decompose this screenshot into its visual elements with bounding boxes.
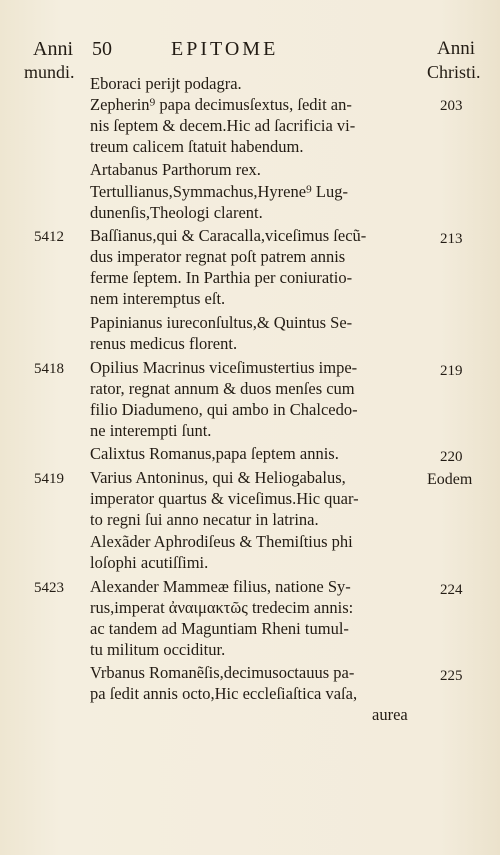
text-line: ac tandem ad Maguntiam Rheni tumul- bbox=[90, 619, 349, 638]
header-anni-right: Anni bbox=[437, 38, 475, 59]
text-line: Alexander Mammeæ filius, natione Sy- bbox=[90, 577, 351, 596]
text-line: rator, regnat annum & duos menſes cum bbox=[90, 379, 355, 398]
page-number: 50 bbox=[92, 38, 112, 60]
header-christi: Christi. bbox=[427, 62, 481, 82]
text-line: tu militum occiditur. bbox=[90, 640, 226, 659]
text-line: to regni ſui anno necatur in latrina. bbox=[90, 510, 319, 529]
catchword: aurea bbox=[372, 705, 408, 724]
anno-christi-year: 219 bbox=[440, 363, 463, 379]
anno-mundi-year: 5423 bbox=[34, 580, 64, 596]
header-anni-left: Anni bbox=[33, 38, 73, 60]
running-title: EPITOME bbox=[171, 38, 279, 60]
anno-mundi-year: 5418 bbox=[34, 361, 64, 377]
text-line: Calixtus Romanus,papa ſeptem annis. bbox=[90, 444, 339, 463]
anno-mundi-year: 5412 bbox=[34, 229, 64, 245]
text-line: dunenſis,Theologi clarent. bbox=[90, 203, 263, 222]
header-mundi: mundi. bbox=[24, 62, 75, 82]
anno-mundi-year: 5419 bbox=[34, 471, 64, 487]
text-line: dus imperator regnat poſt patrem annis bbox=[90, 247, 346, 266]
text-line: treum calicem ſtatuit habendum. bbox=[90, 137, 304, 156]
text-line: Zepherin⁹ papa decimusſextus, ſedit an- bbox=[90, 95, 352, 114]
text-line: nis ſeptem & decem.Hic ad ſacrificia vi- bbox=[90, 116, 356, 135]
anno-christi-year: 213 bbox=[440, 231, 463, 247]
text-line: Vrbanus Romanẽſis,decimusoctauus pa- bbox=[90, 663, 355, 682]
text-line: Opilius Macrinus viceſimustertius impe- bbox=[90, 358, 358, 377]
text-line: Varius Antoninus, qui & Heliogabalus, bbox=[90, 468, 346, 487]
text-line: ne interempti ſunt. bbox=[90, 421, 212, 440]
text-line: Alexãder Aphrodiſeus & Themiſtius phi bbox=[90, 532, 353, 551]
text-line: renus medicus florent. bbox=[90, 334, 238, 353]
anno-christi-year: Eodem bbox=[427, 471, 473, 488]
text-line: nem interemptus eſt. bbox=[90, 289, 226, 308]
text-line: imperator quartus & viceſimus.Hic quar- bbox=[90, 489, 359, 508]
anno-christi-year: 220 bbox=[440, 449, 463, 465]
text-line: rus,imperat ἀναιμακτῶς tredecim annis: bbox=[90, 598, 354, 617]
anno-christi-year: 224 bbox=[440, 582, 463, 598]
text-line: pa ſedit annis octo,Hic eccleſiaſtica vaſa, bbox=[90, 684, 358, 703]
text-line: loſophi acutiſſimi. bbox=[90, 553, 209, 572]
text-line: Baſſianus,qui & Caracalla,viceſimus ſecũ- bbox=[90, 226, 367, 245]
text-line: Papinianus iureconſultus,& Quintus Se- bbox=[90, 313, 353, 332]
text-line: filio Diadumeno, qui ambo in Chalcedo- bbox=[90, 400, 358, 419]
anno-christi-year: 225 bbox=[440, 668, 463, 684]
anno-christi-year: 203 bbox=[440, 98, 463, 114]
text-line: ferme ſeptem. In Parthia per coniuratio- bbox=[90, 268, 353, 287]
text-line: Tertullianus,Symmachus,Hyrene⁹ Lug- bbox=[90, 182, 348, 201]
text-line: Artabanus Parthorum rex. bbox=[90, 160, 261, 179]
text-line: Eboraci perijt podagra. bbox=[90, 74, 242, 93]
